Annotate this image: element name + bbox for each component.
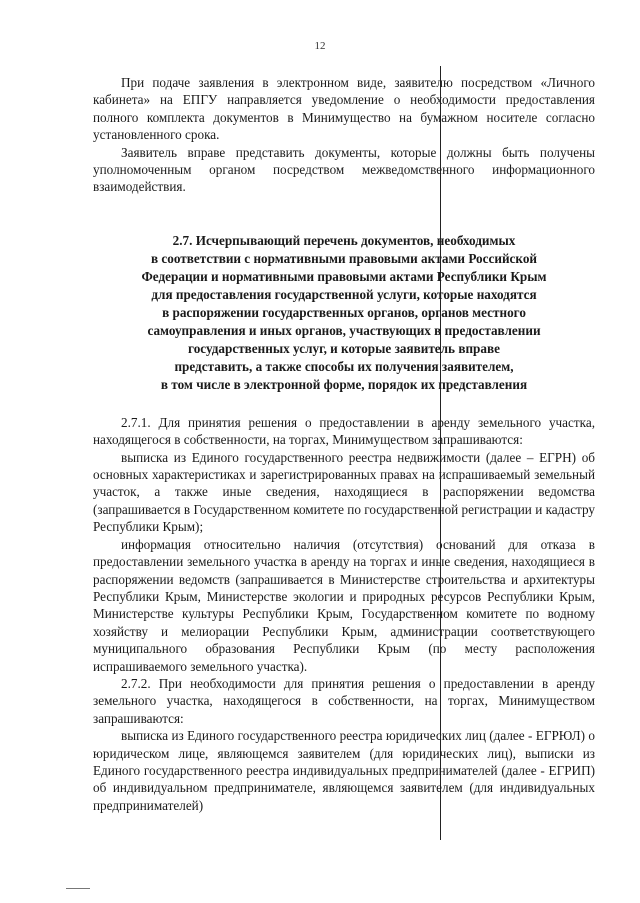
paragraph: выписка из Единого государственного реестра юридических лиц (далее - ЕГРЮЛ) о юридическом лице, являющемся заявителем (для юридических лиц), выписки из Единого государственного реестра индивидуальных предпринимателей (далее - ЕГРИП) об индивидуальном предпринимателе, являющемся заявителем (для индивидуальных предпринимателей) xyxy=(93,728,595,813)
heading-line: представить, а также способы их получения заявителем, xyxy=(174,358,514,374)
heading-line: 2.7. Исчерпывающий перечень документов, необходимых xyxy=(172,232,516,248)
paragraph: информация относительно наличия (отсутствия) оснований для отказа в предоставлении земельного участка в аренду на торгах и иные сведения, находящиеся в распоряжении ведомств (запрашивается в Министерстве строительства и архитектуры Республики Крым, Министерстве экологии и природных ресурсов Республики Крым, Министерстве культуры Республики Крым, Государственном комитете по водному хозяйству и мелиорации Республики Крым, администрации соответствующего муниципального образования Республики Крым (по месту расположения испрашиваемого земельного участка). xyxy=(93,536,595,674)
paragraph: 2.7.1. Для принятия решения о предоставлении в аренду земельного участка, находящегося в собственности, на торгах, Минимуществом запрашиваются: xyxy=(93,414,595,448)
heading-line: в соответствии с нормативными правовыми актами Российской xyxy=(150,250,538,266)
paragraph: 2.7.2. При необходимости для принятия решения о предоставлении в аренду земельного участка, находящегося в собственности, на торгах, Минимуществом запрашиваются: xyxy=(93,675,595,726)
paragraph: выписка из Единого государственного реестра недвижимости (далее – ЕГРН) об основных характеристиках и зарегистрированных правах на испрашиваемый земельный участок, а также иные сведения, находящиеся в распоряжении ведомства (запрашивается в Государственном комитете по государственной регистрации и кадастру Республики Крым); xyxy=(93,449,595,535)
heading-line: самоуправления и иных органов, участвующих в предоставлении xyxy=(147,322,541,338)
heading-line: в распоряжении государственных органов, органов местного xyxy=(162,304,526,320)
document-body xyxy=(93,74,595,814)
scan-mark xyxy=(66,888,90,889)
heading-line: для предоставления государственной услуги, которые находятся xyxy=(151,286,537,302)
page-number: 12 xyxy=(314,40,326,52)
heading-line: в том числе в электронной форме, порядок их представления xyxy=(160,376,528,392)
section-heading xyxy=(93,232,595,394)
paragraph: При подаче заявления в электронном виде, заявителю посредством «Личного кабинета» на ЕПГУ направляется уведомление о необходимости предоставления полного комплекта документов в Минимущество на бумажном носителе согласно установленного срока. xyxy=(93,75,595,143)
heading-line: Федерации и нормативными правовыми актами Республики Крым xyxy=(141,268,547,284)
heading-line: государственных услуг, и которые заявитель вправе xyxy=(188,340,500,356)
paragraph: Заявитель вправе представить документы, которые должны быть получены уполномоченным органом посредством межведомственного информационного взаимодействия. xyxy=(93,144,595,195)
